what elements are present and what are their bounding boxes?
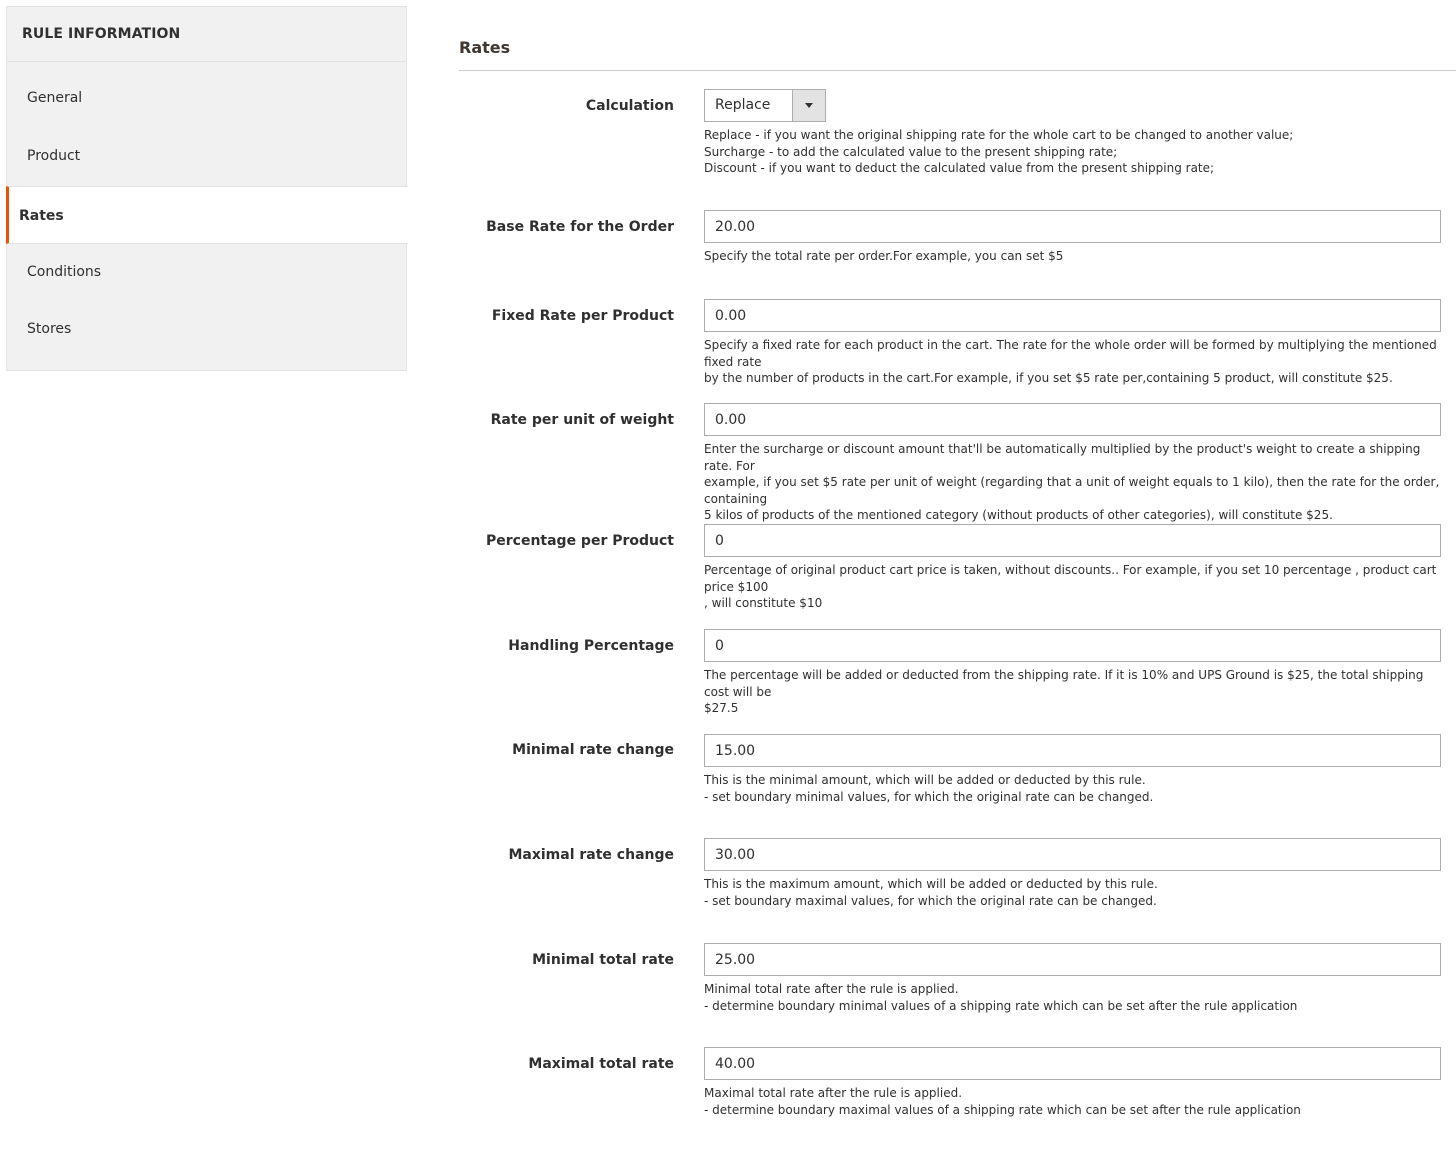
fixed-rate-note-line: Specify a fixed rate for each product in the cart. The rate for the whole order will be formed by multiplying the mentioned fixed rate [704, 338, 1437, 369]
min-rate-change-input[interactable] [704, 734, 1441, 767]
percentage-product-note-line: Percentage of original product cart price is taken, without discounts.. For example, if you set 10 percentage , product cart price $100 [704, 563, 1437, 594]
sidebar-item-product[interactable]: Product [27, 148, 81, 164]
max-total-rate-input[interactable] [704, 1047, 1441, 1080]
min-rate-change-note-line: This is the minimal amount, which will be added or deducted by this rule. [704, 773, 1146, 787]
weight-rate-note-line: example, if you set $5 rate per unit of weight (regarding that a unit of weight equals to 1 kilo), then the rate for the order, containing [704, 475, 1440, 506]
min-total-rate-note [704, 981, 1444, 1014]
weight-rate-note [704, 441, 1444, 524]
triangle-down-icon[interactable] [792, 90, 825, 121]
min-total-rate-input[interactable] [704, 943, 1441, 976]
percentage-product-input[interactable] [704, 524, 1441, 557]
handling-percentage-note-line: The percentage will be added or deducted from the shipping rate. If it is 10% and UPS Ground is $25, the total shipping cost will be [704, 668, 1424, 699]
calculation-note [704, 127, 1444, 177]
calculation-note-line: Discount - if you want to deduct the calculated value from the present shipping rate; [704, 161, 1215, 175]
max-total-rate-note-line: Maximal total rate after the rule is applied. [704, 1086, 963, 1100]
calculation-note-line: Surcharge - to add the calculated value to the present shipping rate; [704, 144, 1118, 159]
calculation-selected-value: Replace [715, 97, 771, 113]
calculation-label: Calculation [585, 98, 674, 114]
calculation-select[interactable] [704, 89, 826, 122]
max-rate-change-note-line: This is the maximum amount, which will be added or deducted by this rule. [704, 877, 1158, 891]
section-title: Rates [459, 38, 511, 57]
max-rate-change-input[interactable] [704, 838, 1441, 871]
percentage-product-label: Percentage per Product [485, 533, 674, 549]
max-rate-change-label: Maximal rate change [508, 847, 674, 863]
handling-percentage-note [704, 667, 1444, 717]
min-rate-change-label: Minimal rate change [512, 742, 674, 758]
max-total-rate-note-line: - determine boundary maximal values of a shipping rate which can be set after the rule application [704, 1102, 1301, 1117]
percentage-product-note-line: , will constitute $10 [704, 596, 823, 610]
weight-rate-input[interactable] [704, 403, 1441, 436]
rule-information-sidebar [6, 6, 407, 371]
fixed-rate-label: Fixed Rate per Product [491, 308, 674, 324]
max-total-rate-label: Maximal total rate [528, 1056, 674, 1072]
fixed-rate-input[interactable] [704, 299, 1441, 332]
min-rate-change-note-line: - set boundary minimal values, for which the original rate can be changed. [704, 789, 1154, 804]
min-rate-change-note [704, 772, 1444, 805]
calculation-note-line: Replace - if you want the original shipping rate for the whole cart to be changed to another value; [704, 128, 1294, 142]
weight-rate-label: Rate per unit of weight [490, 412, 674, 428]
handling-percentage-label: Handling Percentage [508, 638, 674, 654]
base-rate-label: Base Rate for the Order [486, 219, 674, 235]
handling-percentage-note-line: $27.5 [704, 701, 739, 715]
base-rate-input[interactable] [704, 210, 1441, 243]
percentage-product-note [704, 562, 1444, 612]
sidebar-item-conditions[interactable]: Conditions [27, 264, 102, 280]
max-rate-change-note [704, 876, 1444, 909]
weight-rate-note-line: 5 kilos of products of the mentioned category (without products of other categories), will constitute $25. [704, 508, 1333, 522]
min-total-rate-label: Minimal total rate [532, 952, 674, 968]
base-rate-note: Specify the total rate per order.For example, you can set $5 [704, 249, 1064, 263]
section-divider [459, 70, 1456, 71]
max-rate-change-note-line: - set boundary maximal values, for which the original rate can be changed. [704, 893, 1157, 908]
sidebar-title: RULE INFORMATION [7, 7, 406, 62]
max-total-rate-note [704, 1085, 1444, 1118]
min-total-rate-note-line: Minimal total rate after the rule is applied. [704, 982, 959, 996]
sidebar-item-stores[interactable]: Stores [27, 321, 72, 337]
sidebar-item-general[interactable]: General [27, 90, 83, 106]
handling-percentage-input[interactable] [704, 629, 1441, 662]
weight-rate-note-line: Enter the surcharge or discount amount that'll be automatically multiplied by the product's weight to create a shipping rate. For [704, 442, 1421, 473]
sidebar-item-rates[interactable]: Rates [6, 186, 408, 244]
min-total-rate-note-line: - determine boundary minimal values of a shipping rate which can be set after the rule application [704, 998, 1298, 1013]
fixed-rate-note [704, 337, 1444, 387]
fixed-rate-note-line: by the number of products in the cart.For example, if you set $5 rate per,containing 5 product, will constitute $25. [704, 371, 1393, 385]
